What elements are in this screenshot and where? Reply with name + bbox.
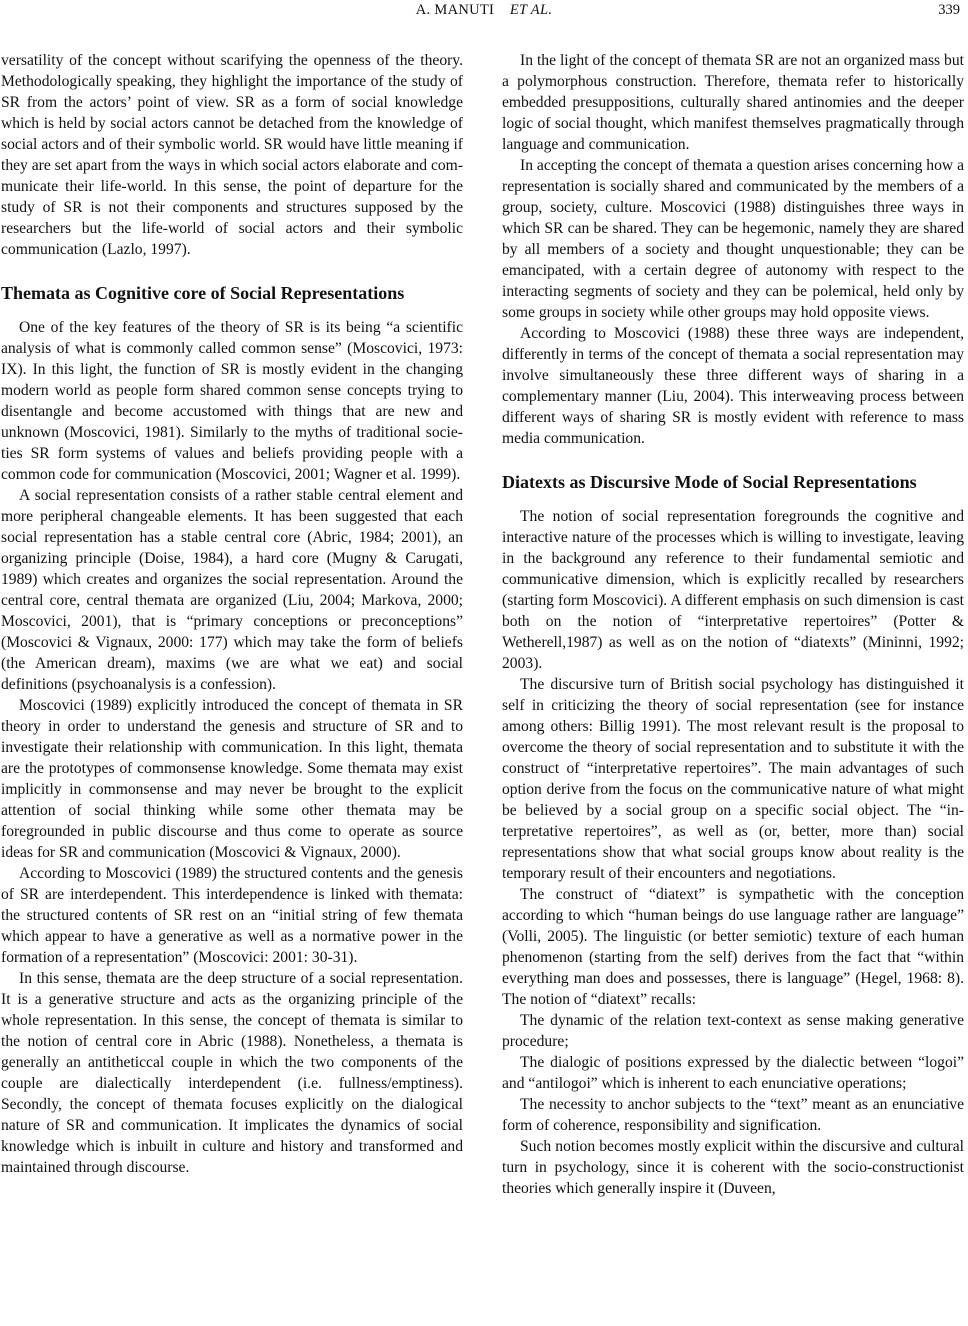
- author-name: A. MANUTI: [415, 2, 495, 18]
- paragraph: The notion of social representation foregrounds the cognitive and interactive nature of the processes which is willing to investigate, leaving in the background any reference to their fundamental semiotic and communicative dimension, which is explicitly recalled by researchers (starting form Moscovici). A different emphasis on such dimension is cast both on the notion of “interpretative repertoires” (Potter & Wetherell,1987) as well as on the notion of “diatexts” (Mininni, 1992; 2003).: [502, 508, 964, 672]
- page-number: 339: [938, 2, 960, 18]
- running-head: [0, 0, 968, 22]
- paragraph: According to Moscovici (1989) the structured contents and the genesis of SR are interdependent. This interdependence is linked with themata: the structured contents of SR rest on an “initial string of few themata which appear to have a generative as well as a normative power in the formation of a representation” (Moscovici: 2001: 30-31).: [1, 865, 463, 966]
- paragraph: One of the key features of the theory of SR is its being “a scientific analysis of what is commonly called common sense” (Moscovici, 1973: IX). In this light, the function of SR is mostly evident in the changing modern world as people form shared common sense concepts trying to disentangle and become accustomed with things that are new and unknown (Moscovici, 1981). Similarly to the myths of traditional societies SR form systems of values and beliefs providing people with a common code for communication (Moscovici, 2001; Wagner et al. 1999).: [1, 319, 463, 483]
- paragraph: The construct of “diatext” is sympathetic with the conception according to which “human beings do use language rather are language” (Volli, 2005). The linguistic (or better semiotic) texture of each human phenomenon (starting from the self) derives from the fact that “within everything man does and possesses, there is language” (Hegel, 1968: 8). The notion of “diatext” recalls:: [502, 886, 964, 1008]
- paragraph: versatility of the concept without scarifying the openness of the theory. Methodologically speaking, they highlight the importance of the study of SR from the actors’ point of view. SR as a form of social knowledge which is held by social actors cannot be detached from the knowledge of social actors and of their symbolic world. SR would have little meaning if they are set apart from the ways in which social actors elaborate and communicate their life-world. In this sense, the point of departure for the study of SR is not their components and structures supposed by the researchers but the life-world of social actors and their symbolic communication (Lazlo, 1997).: [1, 52, 464, 258]
- section-heading-themata: Themata as Cognitive core of Social Representations: [1, 283, 405, 303]
- paragraph: Moscovici (1989) explicitly introduced the concept of themata in SR theory in order to understand the genesis and structure of SR and to investigate their relationship with communication. In this light, themata are the prototypes of commonsense knowledge. Some themata may exist implicitly in commonsense and may never be brought to the explicit attention of social thinking while some other themata may be foregrounded in public discourse and thus come to operate as source ideas for SR and communication (Moscovici & Vignaux, 2000).: [1, 697, 463, 861]
- paragraph: A social representation consists of a rather stable central element and more peripheral changeable elements. It has been suggested that each social representation has a stable central core (Abric, 1984; 2001), an organizing principle (Doise, 1984), a hard core (Mugny & Carugati, 1989) which creates and organizes the social representation. Around the central core, central themata are organized (Liu, 2004; Markova, 2000; Moscovici, 2001), that is “primary conceptions or preconceptions” (Moscovici & Vignaux, 2000: 177) which may take the form of beliefs (the American dream), maxims (we are what we eat) and social definitions (psychoanalysis is a confession).: [1, 487, 463, 693]
- paragraph: In this sense, themata are the deep structure of a social representation. It is a generative structure and acts as the organizing principle of the whole representation. In this sense, the concept of themata is similar to the notion of central core in Abric (1988). Nonetheless, a themata is generally an antitheticcal couple in which the two components of the couple are dialectically interdependent (i.e. fullness/emptiness). Secondly, the concept of themata focuses explicitly on the dialogical nature of SR and communication. It implicates the dynamics of social knowledge which is inbuilt in culture and history and transformed and maintained through discourse.: [1, 970, 463, 1176]
- paragraph: The dialogic of positions expressed by the dialectic between “logoi” and “antilogoi” which is inherent to each enunciative operations;: [502, 1054, 964, 1092]
- right-column: [502, 50, 964, 1199]
- paragraph: The dynamic of the relation text-context as sense making generative procedure;: [502, 1012, 964, 1050]
- paragraph: According to Moscovici (1988) these three ways are independent, differently in terms of the concept of themata a social representation may involve simultaneously these three different ways of sharing in a complementary manner (Liu, 2004). This interweaving process between different ways of sharing SR is mostly evident with reference to mass media communication.: [502, 325, 964, 447]
- paragraph: In accepting the concept of themata a question arises concerning how a representation is socially shared and communicated by the members of a group, society, culture. Moscovici (1988) distinguishes three ways in which SR can be shared. They can be hegemonic, namely they are shared by all members of a society and thought unquestionable; they can be emancipated, with a certain degree of autonomy with respect to the interacting segments of society and they can be polemical, held only by some groups in society while other groups may hold opposite views.: [502, 157, 964, 321]
- running-head-authors: [0, 0, 968, 20]
- paragraph: Such notion becomes mostly explicit within the discursive and cultural turn in psychology, since it is coherent with the socio-constructionist theories which generally inspire it (Duveen,: [502, 1138, 964, 1197]
- paragraph: In the light of the concept of themata SR are not an organized mass but a polymorphous construction. Therefore, themata refer to historically embedded presuppositions, culturally shared antinomies and the deeper logic of social thought, which manifest themselves pragmatically through language and communication.: [502, 52, 964, 153]
- paragraph: The necessity to anchor subjects to the “text” meant as an enunciative form of coherence, responsibility and signification.: [502, 1096, 964, 1134]
- left-column: [1, 50, 463, 1178]
- et-al: ET AL.: [509, 2, 553, 18]
- section-heading-diatexts: Diatexts as Discursive Mode of Social Representations: [502, 472, 917, 492]
- paragraph: The discursive turn of British social psychology has distinguished it self in criticizing the theory of social representation (see for instance among others: Billig 1991). The most relevant result is the proposal to overcome the theory of social representation and to substitute it with the construct of “interpretative repertoires”. The main advantages of such option derive from the focus on the communicative nature of what might be believed by a social group on a specific social object. The “interpretative repertoires”, as well as (or, better, more than) social representations show that what social groups know about reality is the temporary result of their encounters and negotiations.: [502, 676, 964, 882]
